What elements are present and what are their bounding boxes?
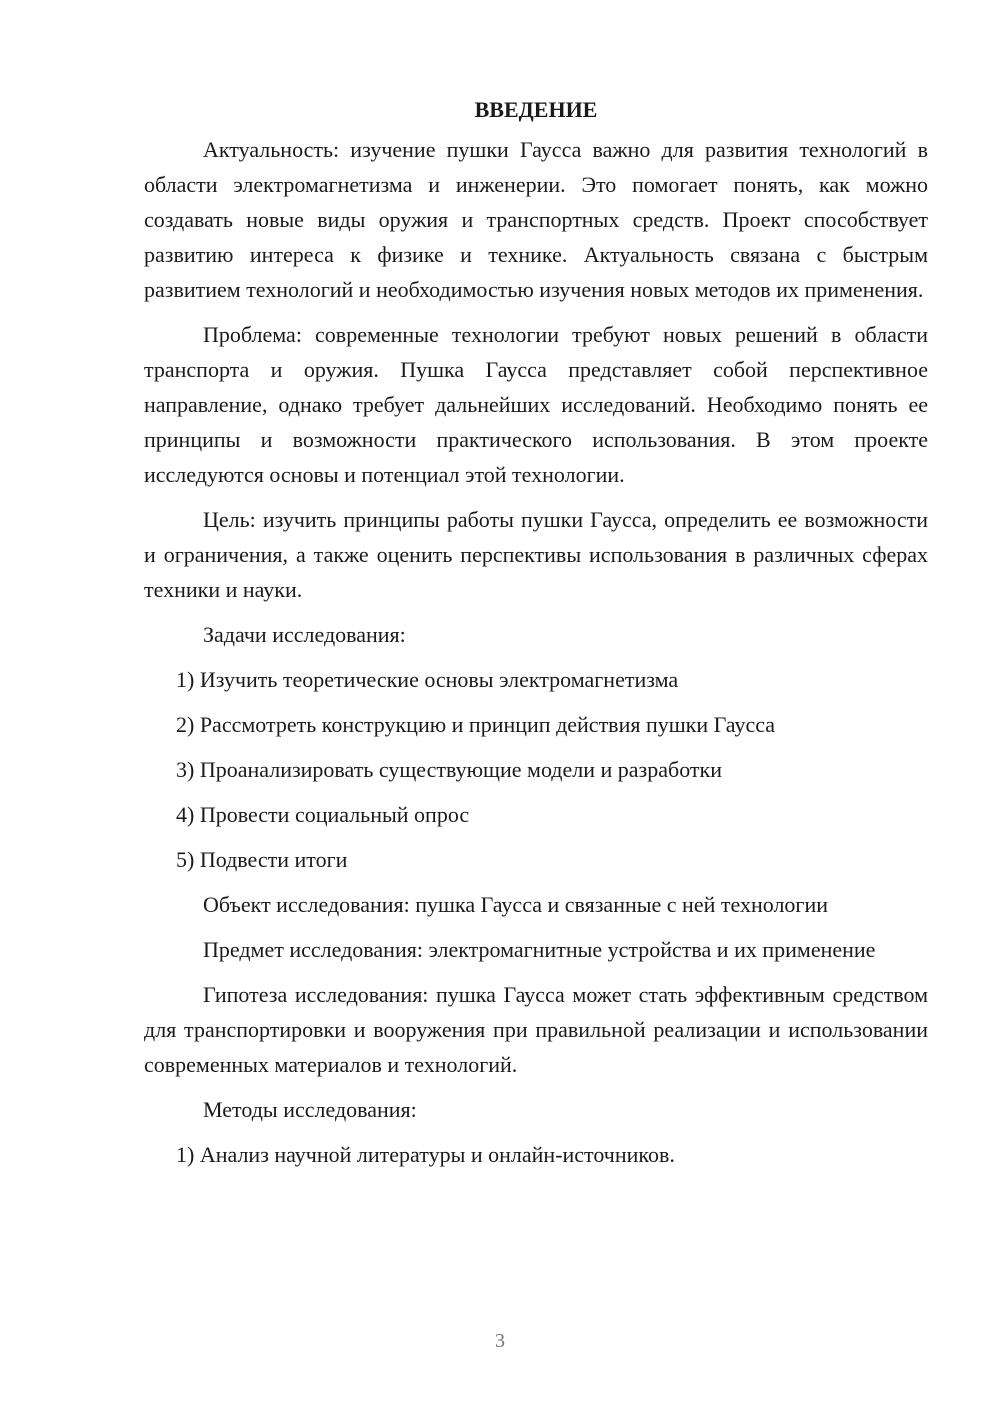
problem-paragraph: Проблема: современные технологии требуют новых решений в области транспорта и оружия. Пушка Гаусса представляет собой перспективное направление, однако требует дальнейших исследований. Необходимо понять ее принципы и возможности практического использования. В этом проекте исследуются основы и потенциал этой технологии. xyxy=(144,322,928,487)
task-item: 1) Изучить теоретические основы электромагнетизма xyxy=(176,667,679,692)
subject-paragraph: Предмет исследования: электромагнитные устройства и их применение xyxy=(203,937,876,962)
tasks-heading: Задачи исследования: xyxy=(203,622,406,647)
relevance-paragraph: Актуальность: изучение пушки Гаусса важно для развития технологий в области электромагнетизма и инженерии. Это помогает понять, как можно создавать новые виды оружия и транспортных средств. Проект способствует развитию интереса к физике и технике. Актуальность связана с быстрым развитием технологий и необходимостью изучения новых методов их применения. xyxy=(144,137,928,302)
task-item: 3) Проанализировать существующие модели и разработки xyxy=(176,757,722,782)
task-item: 2) Рассмотреть конструкцию и принцип действия пушки Гаусса xyxy=(176,712,776,737)
method-item: 1) Анализ научной литературы и онлайн-источников. xyxy=(176,1142,675,1167)
methods-list xyxy=(144,1137,928,1172)
methods-heading: Методы исследования: xyxy=(203,1097,417,1122)
task-item: 5) Подвести итоги xyxy=(176,847,348,872)
object-paragraph: Объект исследования: пушка Гаусса и связанные с ней технологии xyxy=(203,892,828,917)
page-content xyxy=(144,92,928,1182)
page-number: 3 xyxy=(495,1330,505,1352)
goal-paragraph: Цель: изучить принципы работы пушки Гаусса, определить ее возможности и ограничения, а также оценить перспективы использования в различных сферах техники и науки. xyxy=(144,507,928,602)
section-title: ВВЕДЕНИЕ xyxy=(474,97,598,122)
tasks-list xyxy=(144,662,928,877)
task-item: 4) Провести социальный опрос xyxy=(176,802,470,827)
hypothesis-paragraph: Гипотеза исследования: пушка Гаусса может стать эффективным средством для транспортировки и вооружения при правильной реализации и использовании современных материалов и технологий. xyxy=(144,982,928,1077)
